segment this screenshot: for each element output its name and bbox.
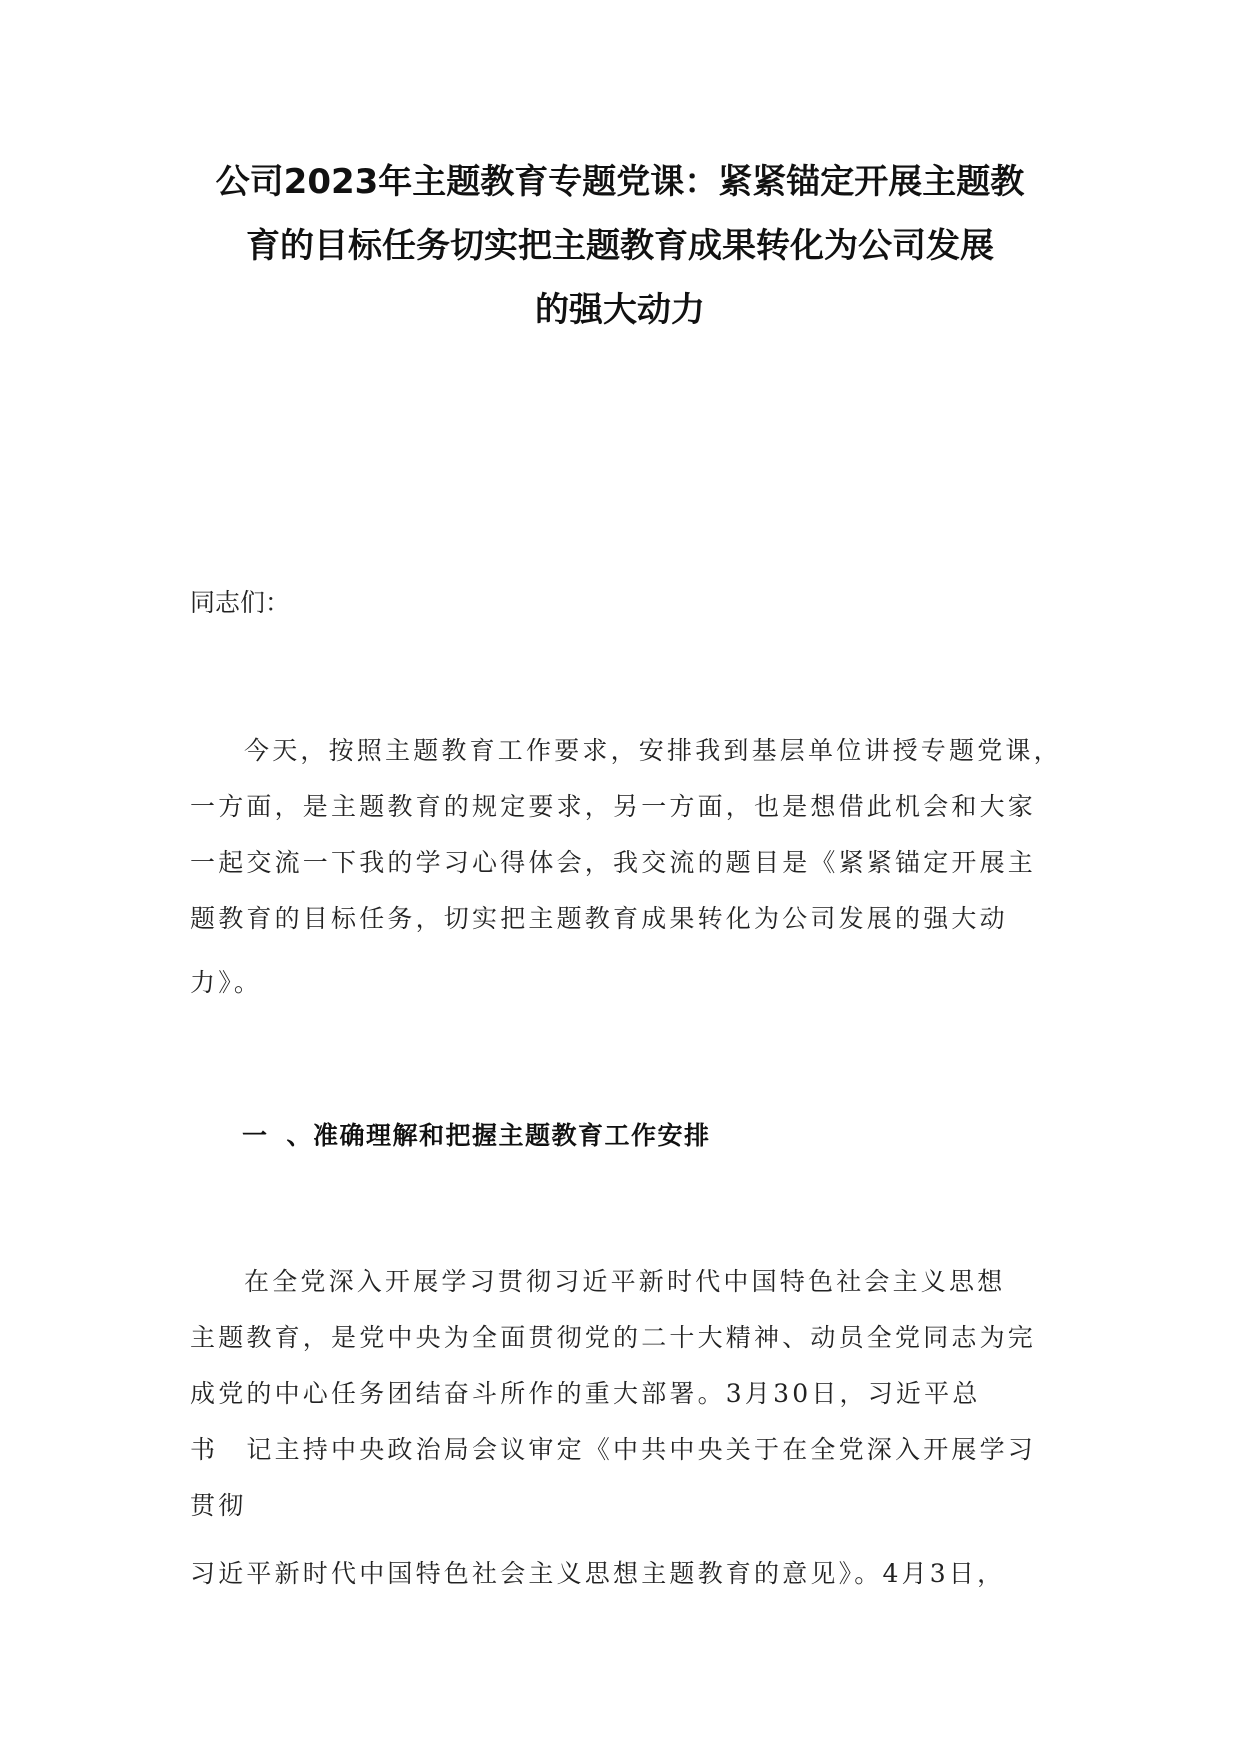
title-line: 公司2023年主题教育专题党课：紧紧锚定开展主题教 (215, 162, 1025, 202)
section-title: 、准确理解和把握主题教育工作安排 (286, 1121, 711, 1150)
paragraph-intro (190, 723, 1070, 1011)
paragraph-line: 书 记主持中央政治局会议审定《中共中央关于在全党深入开展学习 (190, 1435, 1037, 1464)
document-title (150, 150, 1090, 342)
section-number: 一 (242, 1121, 269, 1150)
paragraph-section1 (190, 1254, 1070, 1602)
salutation: 同志们： (190, 588, 291, 617)
paragraph-line: 题教育的目标任务，切实把主题教育成果转化为公司发展的强大动 (190, 904, 1008, 933)
paragraph-line: 今天，按照主题教育工作要求，安排我到基层单位讲授专题党课， (244, 736, 1062, 765)
section-heading (242, 1118, 711, 1154)
paragraph-line: 成党的中心任务团结奋斗所作的重大部署。3月30日，习近平总 (190, 1379, 981, 1408)
paragraph-line: 力》。 (190, 968, 263, 997)
paragraph-line: 贯彻 (190, 1491, 247, 1520)
paragraph-line: 一方面，是主题教育的规定要求，另一方面，也是想借此机会和大家 (190, 792, 1037, 821)
title-line: 的强大动力 (535, 290, 705, 330)
paragraph-line: 主题教育，是党中央为全面贯彻党的二十大精神、动员全党同志为完 (190, 1323, 1037, 1352)
paragraph-line: 在全党深入开展学习贯彻习近平新时代中国特色社会主义思想 (244, 1267, 1006, 1296)
paragraph-line: 一起交流一下我的学习心得体会，我交流的题目是《紧紧锚定开展主 (190, 848, 1037, 877)
title-line: 育的目标任务切实把主题教育成果转化为公司发展 (246, 226, 994, 266)
paragraph-line: 习近平新时代中国特色社会主义思想主题教育的意见》。4月3日， (190, 1559, 1006, 1588)
